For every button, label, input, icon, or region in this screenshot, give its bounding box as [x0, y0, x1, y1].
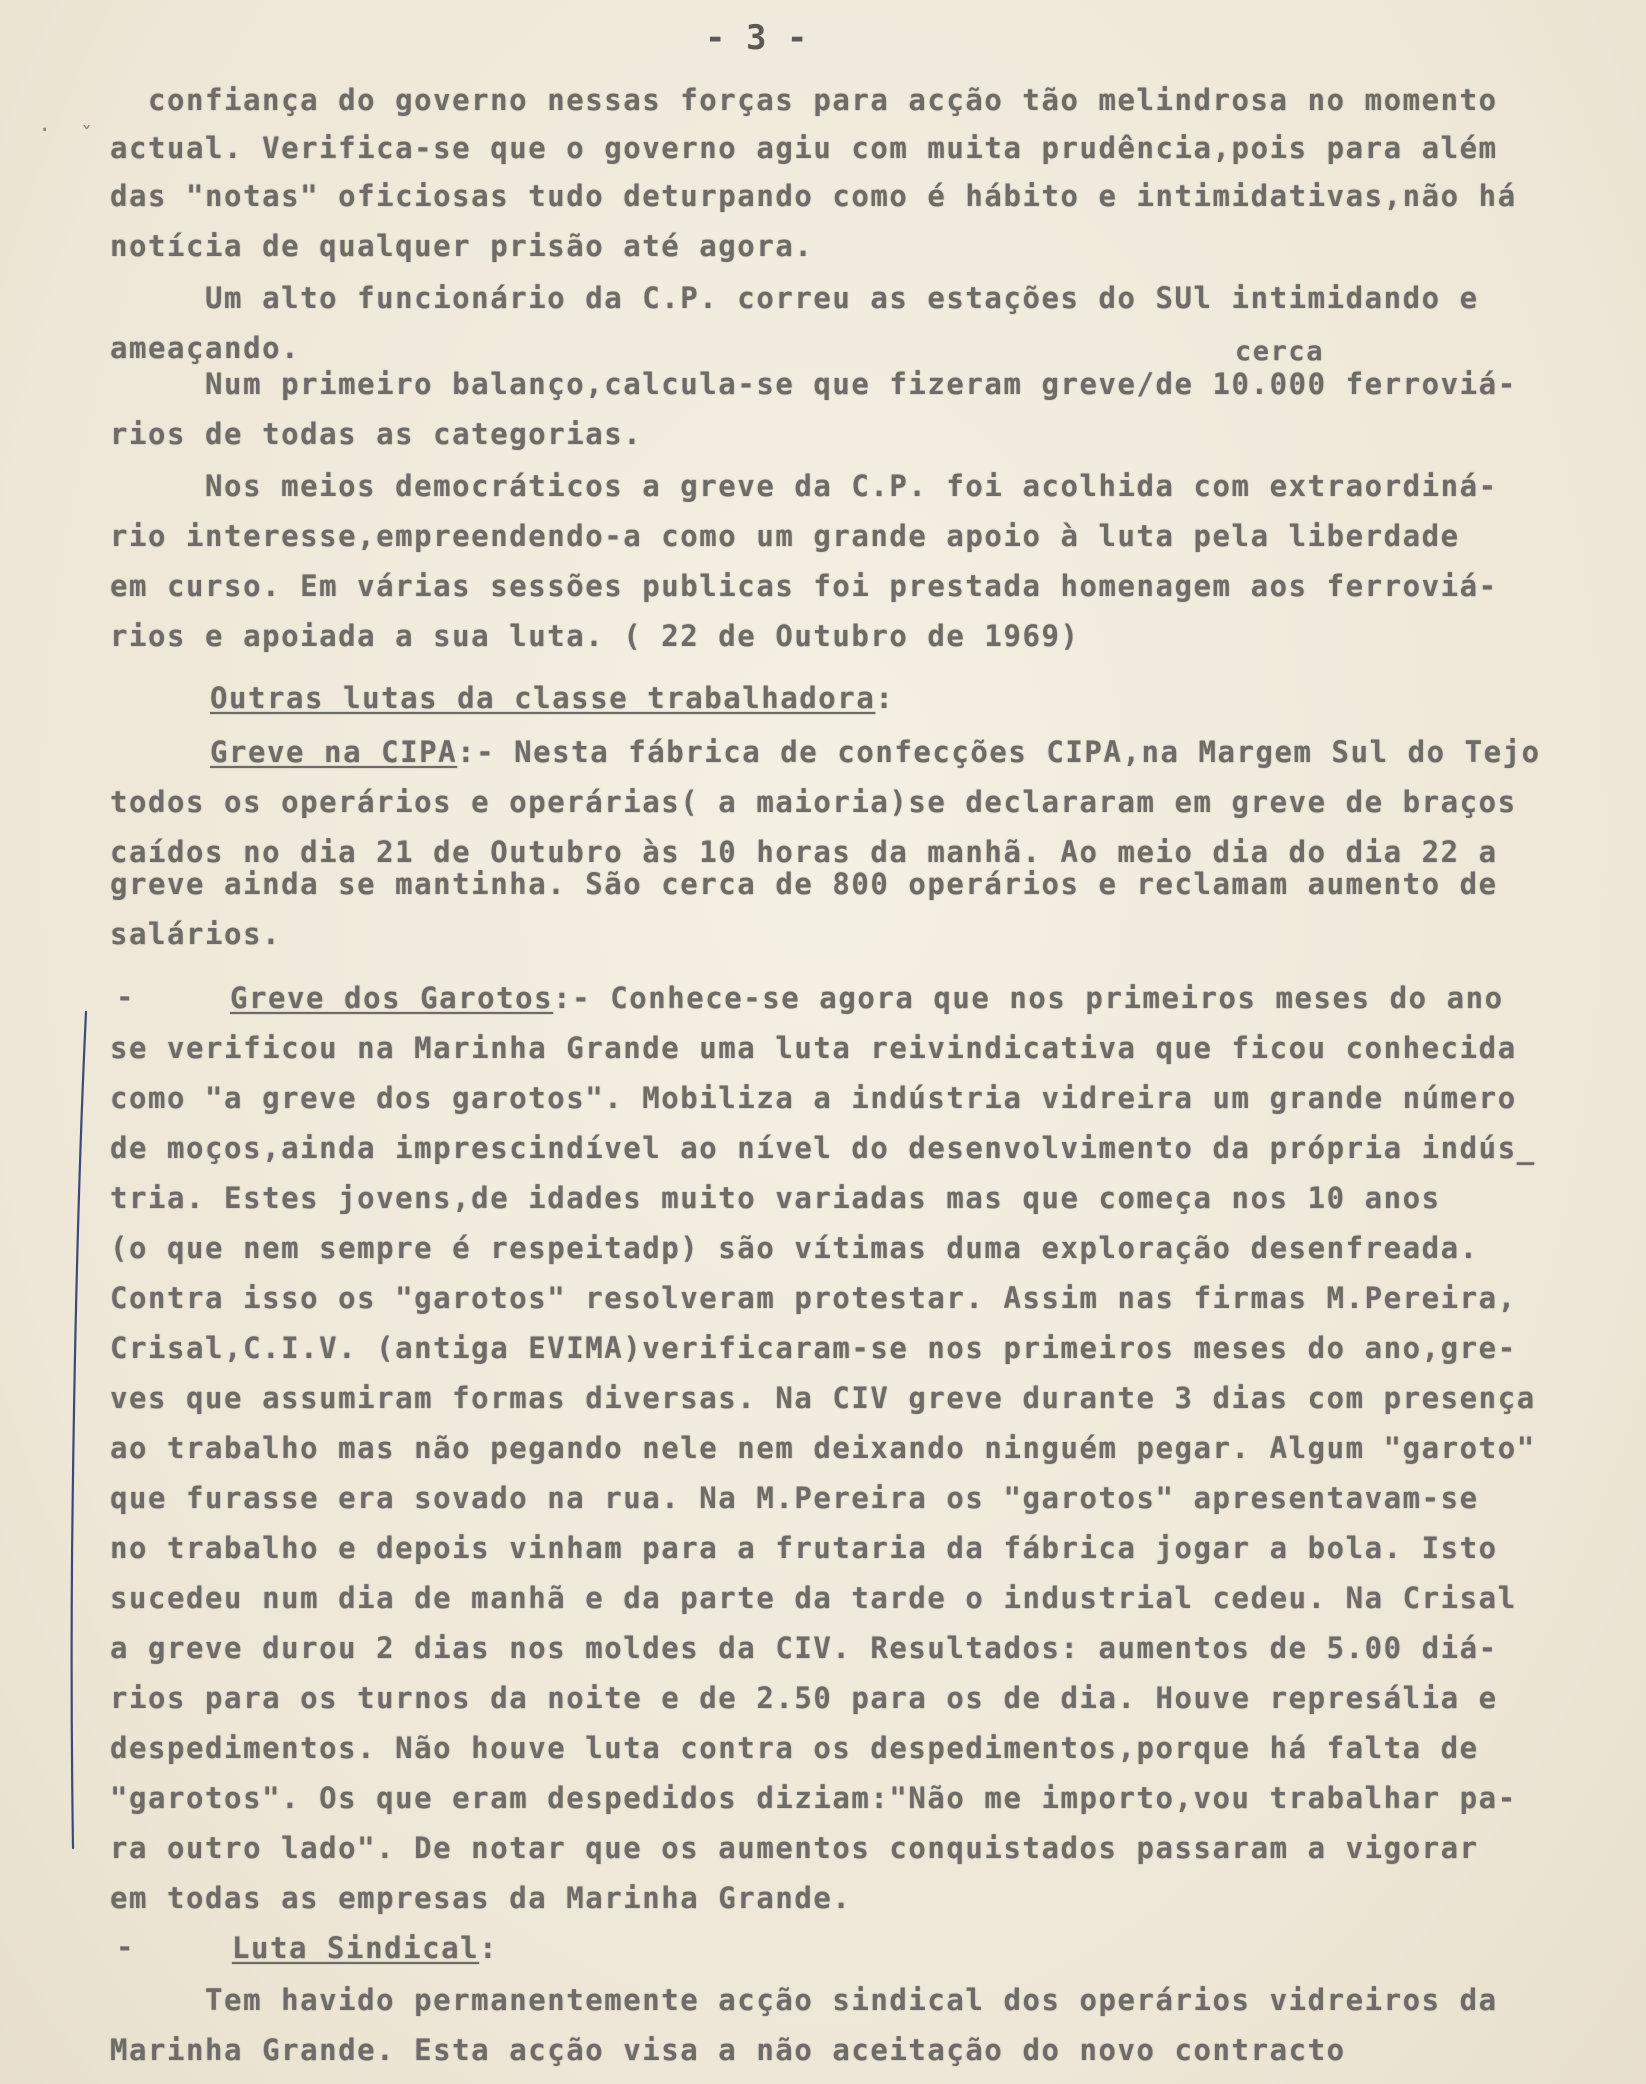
- text-line: Crisal,C.I.V. (antiga EVIMA)verificaram-se nos primeiros meses do ano,gre-: [110, 1331, 1517, 1365]
- garotos-first-text: :- Conhece-se agora que nos primeiros meses do ano: [553, 981, 1504, 1015]
- text-line: Num primeiro balanço,calcula-se que fizeram greve/de 10.000 ferroviá-: [110, 367, 1517, 401]
- text-line: Contra isso os "garotos" resolveram protestar. Assim nas firmas M.Pereira,: [110, 1281, 1517, 1315]
- text-line: de moços,ainda imprescindível ao nível do desenvolvimento da própria indús_: [110, 1131, 1536, 1165]
- text-line: rios e apoiada a sua luta. ( 22 de Outubro de 1969): [110, 619, 1080, 653]
- text-line: rio interesse,empreendendo-a como um grande apoio à luta pela liberdade: [110, 519, 1460, 553]
- text-line: que furasse era sovado na rua. Na M.Pereira os "garotos" apresentavam-se: [110, 1481, 1479, 1515]
- text-line: se verificou na Marinha Grande uma luta reivindicativa que ficou conhecida: [110, 1031, 1517, 1065]
- text-line: (o que nem sempre é respeitadp) são vítimas duma exploração desenfreada.: [110, 1231, 1479, 1265]
- text-line: em todas as empresas da Marinha Grande.: [110, 1881, 852, 1915]
- page-number: - 3 -: [705, 18, 808, 58]
- margin-speck: ·: [38, 118, 52, 143]
- heading-colon: :: [875, 681, 895, 715]
- text-line: despedimentos. Não houve luta contra os despedimentos,porque há falta de: [110, 1731, 1479, 1765]
- text-line: ra outro lado". De notar que os aumentos conquistados passaram a vigorar: [110, 1831, 1479, 1865]
- text-line: Marinha Grande. Esta acção visa a não aceitação do novo contracto: [110, 2033, 1346, 2067]
- text-line: no trabalho e depois vinham para a frutaria da fábrica jogar a bola. Isto: [110, 1531, 1498, 1565]
- text-line: tria. Estes jovens,de idades muito variadas mas que começa nos 10 anos: [110, 1181, 1441, 1215]
- text-line: rios para os turnos da noite e de 2.50 para os de dia. Houve represália e: [110, 1681, 1498, 1715]
- text-line: actual. Verifica-se que o governo agiu com muita prudência,pois para além: [110, 131, 1498, 165]
- text-line: ves que assumiram formas diversas. Na CIV greve durante 3 dias com presença: [110, 1381, 1536, 1415]
- bullet-dash: -: [116, 1930, 134, 1964]
- text-line: em curso. Em várias sessões publicas foi prestada homenagem aos ferroviá-: [110, 569, 1498, 603]
- text-line: "garotos". Os que eram despedidos diziam:"Não me importo,vou trabalhar pa-: [110, 1781, 1517, 1815]
- cipa-title: Greve na CIPA: [210, 735, 458, 769]
- sindical-colon: :: [479, 1931, 499, 1965]
- handwritten-insertion: cerca: [1235, 336, 1325, 367]
- text-line: Nos meios democráticos a greve da C.P. foi acolhida com extraordiná-: [110, 469, 1498, 503]
- heading-text: Outras lutas da classe trabalhadora: [210, 681, 876, 715]
- text-line: sucedeu num dia de manhã e da parte da tarde o industrial cedeu. Na Crisal: [110, 1581, 1517, 1615]
- margin-speck-2: ˇ: [80, 124, 94, 149]
- text-line: salários.: [110, 917, 282, 951]
- text-line: confiança do governo nessas forças para acção tão melindrosa no momento: [148, 83, 1498, 117]
- text-line: greve ainda se mantinha. São cerca de 800 operários e reclamam aumento de: [110, 867, 1498, 901]
- cipa-first-text: :- Nesta fábrica de confecções CIPA,na Margem Sul do Tejo: [457, 735, 1541, 769]
- text-line: todos os operários e operárias( a maioria)se declararam em greve de braços: [110, 785, 1517, 819]
- garotos-title: Greve dos Garotos: [230, 981, 554, 1015]
- text-line: ao trabalho mas não pegando nele nem deixando ninguém pegar. Algum "garoto": [110, 1431, 1536, 1465]
- text-line: rios de todas as categorias.: [110, 417, 643, 451]
- text-line: Tem havido permanentemente acção sindical dos operários vidreiros da: [110, 1983, 1498, 2017]
- bullet-dash: -: [116, 980, 134, 1014]
- text-line: a greve durou 2 dias nos moldes da CIV. Resultados: aumentos de 5.00 diá-: [110, 1631, 1498, 1665]
- text-line: ameaçando.: [110, 331, 301, 365]
- text-line: caídos no dia 21 de Outubro às 10 horas da manhã. Ao meio dia do dia 22 a: [110, 835, 1498, 869]
- text-line: como "a greve dos garotos". Mobiliza a indústria vidreira um grande número: [110, 1081, 1517, 1115]
- sindical-title: Luta Sindical: [232, 1931, 480, 1965]
- text-line: das "notas" oficiosas tudo deturpando como é hábito e intimidativas,não há: [110, 179, 1517, 213]
- text-line: Um alto funcionário da C.P. correu as estações do SUl intimidando e: [110, 281, 1479, 315]
- text-line: notícia de qualquer prisão até agora.: [110, 229, 814, 263]
